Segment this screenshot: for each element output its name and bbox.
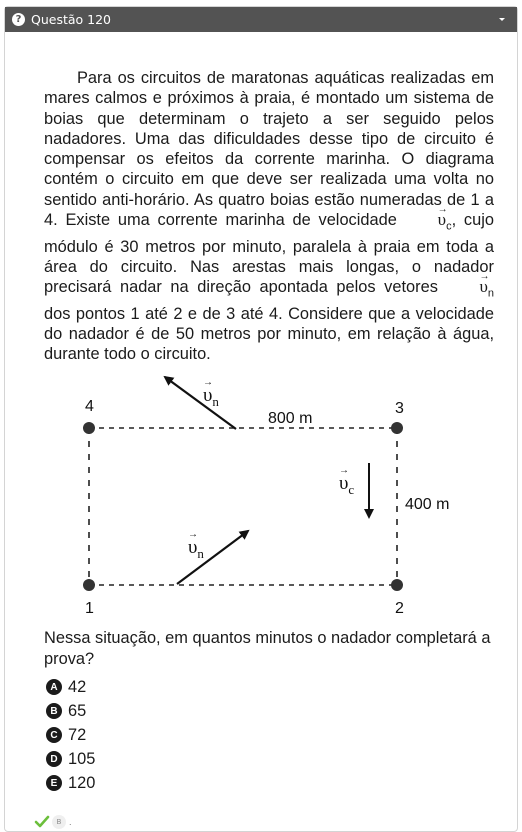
option-letter-badge: E bbox=[46, 775, 62, 791]
vector-vn-subscript: n bbox=[487, 287, 494, 300]
option-e[interactable] bbox=[46, 771, 95, 795]
answer-options bbox=[46, 675, 95, 795]
vn-label-top: $\upsilon_n$ bbox=[203, 385, 219, 409]
option-text: 42 bbox=[68, 677, 87, 696]
buoy-4-label: 4 bbox=[85, 398, 94, 415]
vector-vc-subscript: c bbox=[446, 220, 452, 233]
option-letter-badge: C bbox=[46, 727, 62, 743]
buoy-2-marker bbox=[391, 579, 403, 591]
question-prompt: Nessa situação, em quantos minutos o nadador completará a prova? bbox=[44, 629, 491, 668]
vector-vc: → υ bbox=[405, 210, 446, 230]
svg-text:→: → bbox=[339, 465, 349, 476]
option-c[interactable] bbox=[46, 723, 95, 747]
answer-letter-badge: B bbox=[52, 815, 66, 829]
question-header[interactable] bbox=[5, 7, 517, 32]
option-letter-badge: B bbox=[46, 703, 62, 719]
vc-label: $\upsilon_c$ bbox=[339, 473, 355, 497]
circuit-diagram bbox=[75, 371, 450, 617]
question-title: Questão 120 bbox=[31, 12, 112, 27]
option-text: 72 bbox=[68, 725, 87, 744]
buoy-1-label: 1 bbox=[85, 600, 94, 617]
check-icon bbox=[35, 816, 49, 828]
question-circle-icon: ? bbox=[12, 13, 25, 26]
statement-text-1: Para os circuitos de maratonas aquáticas realizadas em mares calmos e próximos à praia, é montado um sistema de boias que determinam o trajeto a ser seguido pelos nadadores. Uma das dificuldades desse tipo de circuito é compensar os efeitos da corrente marinha. O diagrama contém o circuito em que deve ser realizada uma volta no sentido anti-horário. As quatro boias estão numeradas de 1 a 4. Existe uma corrente marinha de velocidade bbox=[44, 69, 494, 230]
answer-indicator bbox=[35, 815, 72, 829]
option-text: 120 bbox=[68, 773, 96, 792]
buoy-4-marker bbox=[83, 422, 95, 434]
option-letter-badge: A bbox=[46, 679, 62, 695]
option-d[interactable] bbox=[46, 747, 95, 771]
buoy-3-marker bbox=[391, 422, 403, 434]
statement-text-2: , cujo módulo é 30 metros por minuto, paralela à praia em toda a área do circuito. Nas arestas mais longas, o nadador precisará nadar na direção apontada pelos vetores bbox=[44, 211, 494, 297]
buoy-3-label: 3 bbox=[395, 400, 404, 417]
caret-down-icon[interactable] bbox=[499, 18, 505, 21]
vn-arrow-top bbox=[165, 377, 236, 429]
buoy-1-marker bbox=[83, 579, 95, 591]
top-length-label: 800 m bbox=[268, 410, 313, 427]
option-text: 65 bbox=[68, 701, 87, 720]
right-length-label: 400 m bbox=[405, 496, 450, 513]
vn-label-bottom: $\upsilon_n$ bbox=[188, 537, 204, 561]
question-card bbox=[4, 6, 518, 832]
vector-vn: → υ bbox=[446, 277, 487, 297]
option-b[interactable] bbox=[46, 699, 95, 723]
option-letter-badge: D bbox=[46, 751, 62, 767]
answer-suffix: . bbox=[69, 817, 72, 827]
option-a[interactable] bbox=[46, 675, 95, 699]
svg-text:→: → bbox=[203, 377, 213, 388]
option-text: 105 bbox=[68, 749, 96, 768]
statement-text-3: dos pontos 1 até 2 e de 3 até 4. Considere que a velocidade do nadador é de 50 metros por minuto, em relação à água, durante todo o circuito. bbox=[44, 304, 494, 364]
buoy-2-label: 2 bbox=[395, 600, 404, 617]
question-statement bbox=[44, 68, 494, 365]
svg-text:→: → bbox=[188, 529, 198, 540]
